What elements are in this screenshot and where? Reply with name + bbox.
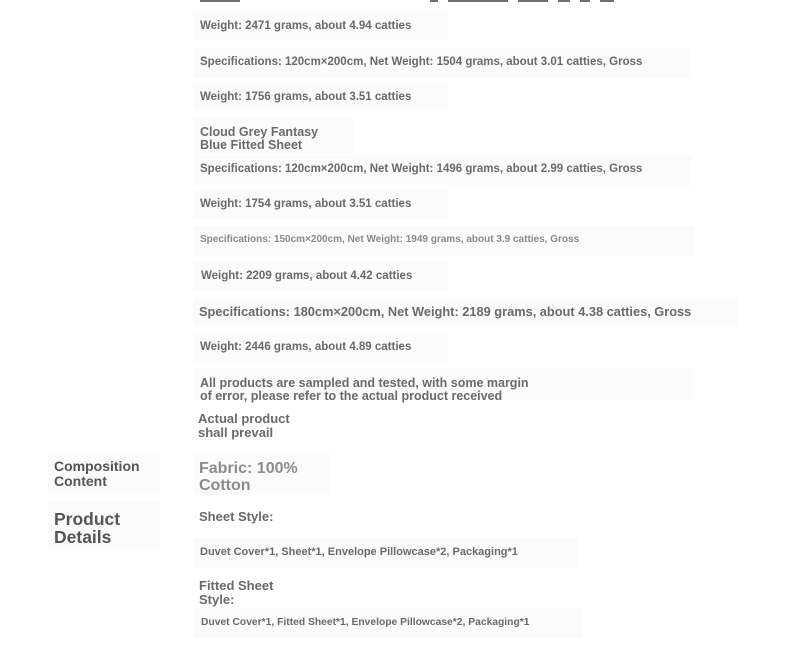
weight-row: Weight: 2471 grams, about 4.94 catties xyxy=(200,20,412,32)
spec-row: Specifications: 150cm×200cm, Net Weight: 1949 grams, about 3.9 catties, Gross xyxy=(200,234,580,245)
spec-row: Specifications: 120cm×200cm, Net Weight: 1504 grams, about 3.01 catties, Gross xyxy=(200,56,643,68)
spec-row: Specifications: 180cm×200cm, Net Weight: 2189 grams, about 4.38 catties, Gross xyxy=(199,304,692,319)
product-details-label: Product Details xyxy=(54,509,121,548)
weight-row: Weight: 2209 grams, about 4.42 catties xyxy=(201,270,413,282)
fitted-style-value: Duvet Cover*1, Fitted Sheet*1, Envelope Pillowcase*2, Packaging*1 xyxy=(201,617,530,628)
composition-value: Fabric: 100% Cotton xyxy=(199,460,298,494)
cropped-top-text xyxy=(200,0,700,2)
fitted-style-label: Fitted Sheet Style: xyxy=(199,578,274,607)
spec-row: Specifications: 120cm×200cm, Net Weight: 1496 grams, about 2.99 catties, Gross xyxy=(200,163,643,175)
sheet-style-label: Sheet Style: xyxy=(199,509,274,524)
sheet-style-value: Duvet Cover*1, Sheet*1, Envelope Pillowcase*2, Packaging*1 xyxy=(200,546,518,558)
product-name: Cloud Grey Fantasy Blue Fitted Sheet xyxy=(200,125,319,153)
weight-row: Weight: 1754 grams, about 3.51 catties xyxy=(200,198,412,210)
disclaimer: All products are sampled and tested, with some margin of error, please refer to the actual product received xyxy=(200,376,529,404)
disclaimer-note: Actual product shall prevail xyxy=(198,411,290,440)
weight-row: Weight: 1756 grams, about 3.51 catties xyxy=(200,91,412,103)
composition-label: Composition Content xyxy=(54,458,140,489)
weight-row: Weight: 2446 grams, about 4.89 catties xyxy=(200,341,412,353)
